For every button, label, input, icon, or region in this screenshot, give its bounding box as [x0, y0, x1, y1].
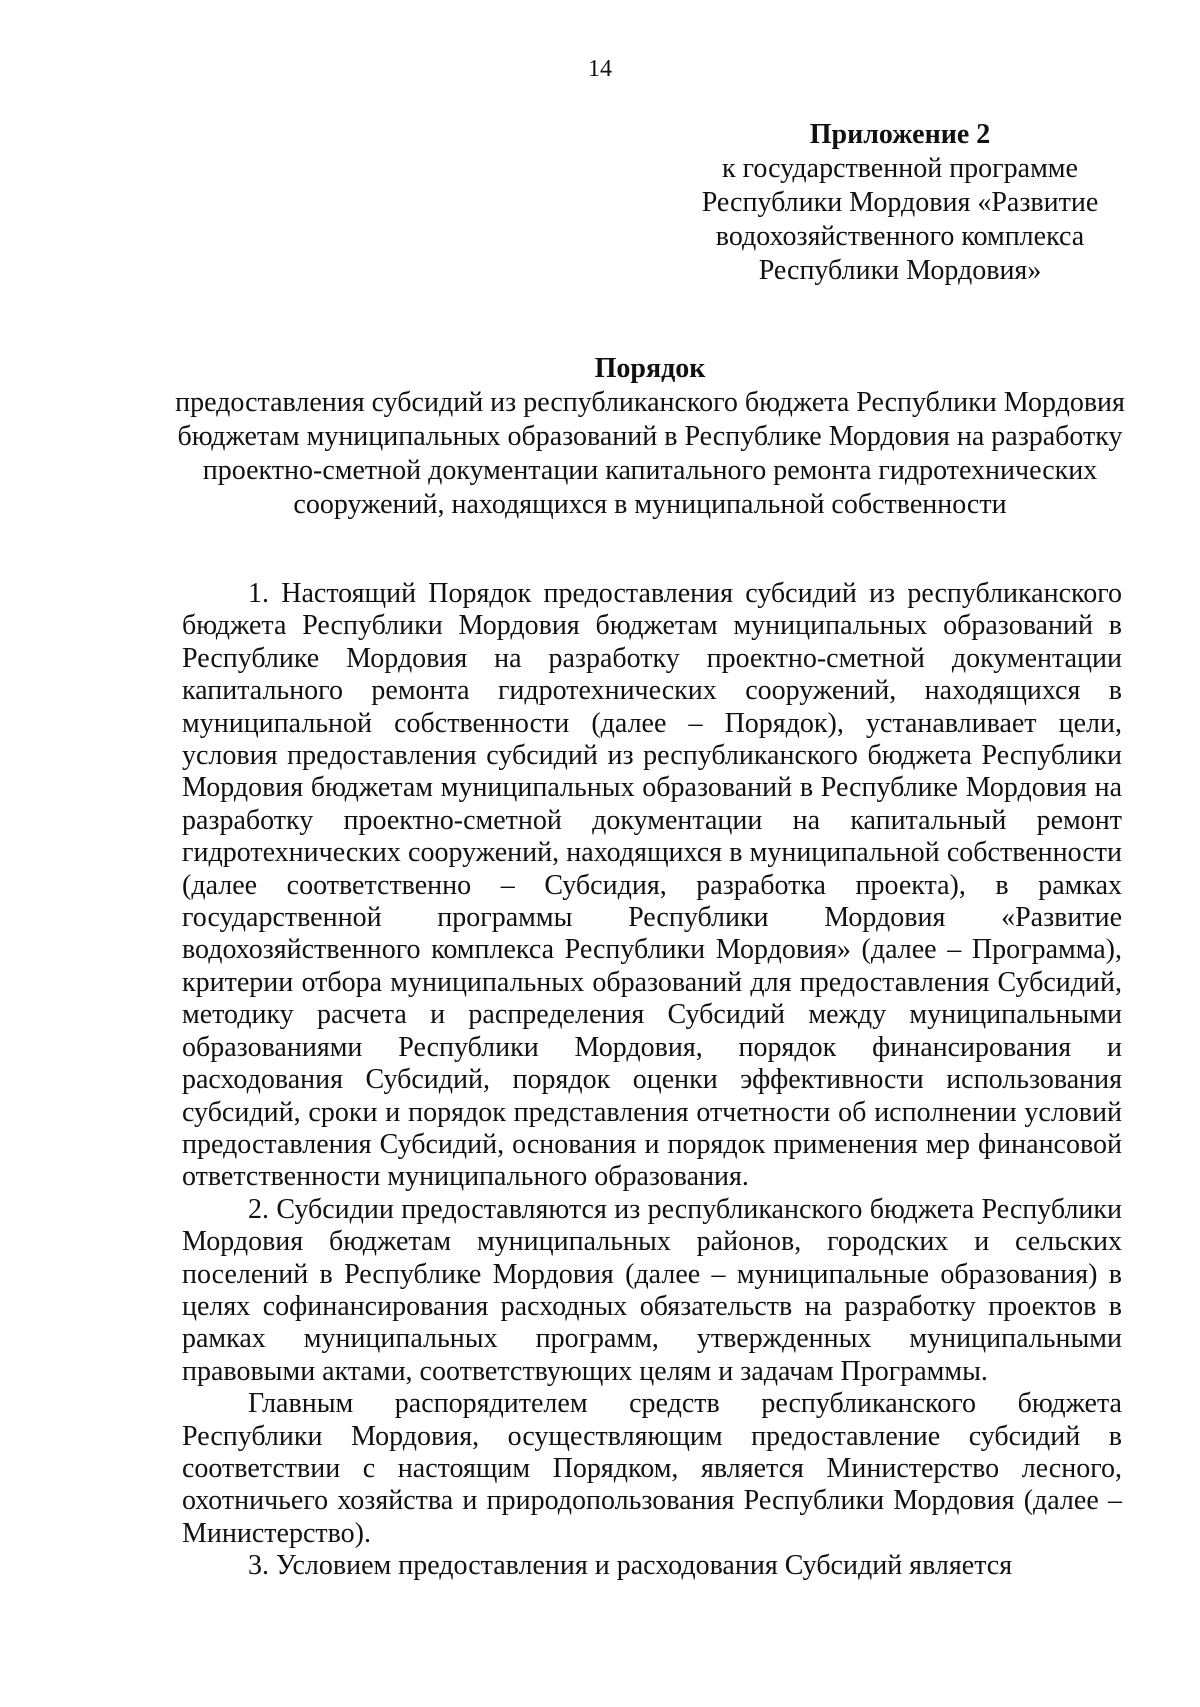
- appendix-title: Приложение 2: [809, 119, 991, 150]
- appendix-line: к государственной программе: [722, 153, 1078, 184]
- appendix-line: Республики Мордовия «Развитие: [701, 187, 1099, 218]
- page-number: 14: [588, 56, 612, 82]
- paragraph-4: 3. Условием предоставления и расходования Субсидий является: [248, 1550, 1013, 1582]
- paragraph-1: 1. Настоящий Порядок предоставления субсидий из республиканского бюджета Республики Мордовия бюджетам муниципальных образований в Республике Мордовия на разработку проектно-сметной документации капитального ремонта гидротехнических сооружений, находящихся в муниципальной собственности (далее – Порядок), устанавливает цели, условия предоставления субсидий из республиканского бюджета Республики Мордовия бюджетам муниципальных образований в Республике Мордовия на разработку проектно-сметной документации на капитальный ремонт гидротехнических сооружений, находящихся в муниципальной собственности (далее соответственно – Субсидия, разработка проекта), в рамках государственной программы Республики Мордовия «Развитие водохозяйственного комплекса Республики Мордовия» (далее – Программа), критерии отбора муниципальных образований для предоставления Субсидий, методику расчета и распределения Субсидий между муниципальными образованиями Республики Мордовия, порядок финансирования и расходования Субсидий, порядок оценки эффективности использования субсидий, сроки и порядок представления отчетности об исполнении условий предоставления Субсидий, основания и порядок применения мер финансовой ответственности муниципального образования.: [182, 578, 1122, 1193]
- paragraph-2: 2. Субсидии предоставляются из республиканского бюджета Республики Мордовия бюджетам муниципальных районов, городских и сельских поселений в Республике Мордовия (далее – муниципальные образования) в целях софинансирования расходных обязательств на разработку проектов в рамках муниципальных программ, утвержденных муниципальными правовыми актами, соответствующих целям и задачам Программы.: [182, 1193, 1122, 1387]
- heading-subtitle: предоставления субсидий из республиканского бюджета Республики Мордовия бюджетам муниципальных образований в Республике Мордовия на разработку проектно-сметной документации капитального ремонта гидротехнических сооружений, находящихся в муниципальной собственности: [175, 387, 1125, 520]
- document-body: [182, 578, 1122, 1583]
- appendix-block: [690, 118, 1110, 288]
- appendix-line: водохозяйственного комплекса: [715, 221, 1085, 252]
- paragraph-3: Главным распорядителем средств республиканского бюджета Республики Мордовия, осуществляющим предоставление субсидий в соответствии с настоящим Порядком, является Министерство лесного, охотничьего хозяйства и природопользования Республики Мордовия (далее – Министерство).: [182, 1388, 1122, 1549]
- document-heading: [170, 352, 1130, 522]
- heading-title: Порядок: [594, 353, 706, 384]
- appendix-line: Республики Мордовия»: [758, 255, 1042, 286]
